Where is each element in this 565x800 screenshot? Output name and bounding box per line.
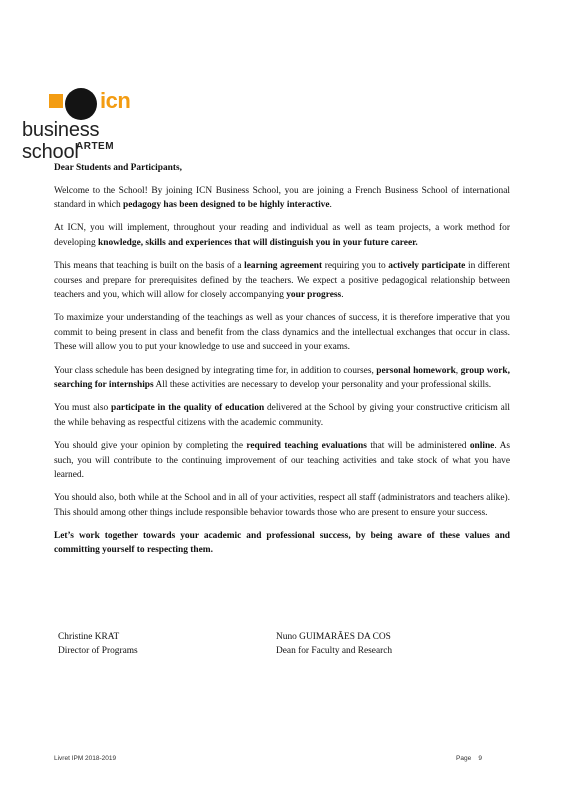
footer-doc-title: Livret IPM 2018-2019: [54, 755, 117, 762]
text: . As such, you will contribute to the continuing improvement of our teaching activities and take stock of what you have learned.: [54, 440, 510, 481]
text: This means that teaching is built on the basis of a: [54, 260, 245, 271]
signatory-title: Dean for Faculty and Research: [276, 646, 393, 656]
text: At ICN, you will implement, throughout your reading and individual as well as team projects, a work method for developing: [54, 223, 510, 248]
paragraph-evaluations: [54, 439, 510, 483]
text: All these activities are necessary to develop your personality and your professional skills.: [153, 380, 492, 391]
bold-text: online: [469, 440, 495, 451]
signatory-name: Christine KRAT: [58, 632, 120, 642]
icn-logo: [22, 88, 152, 163]
greeting: Dear Students and Participants,: [54, 163, 182, 173]
paragraph-method: [54, 221, 510, 250]
paragraph-welcome: [54, 184, 510, 213]
bold-text: actively participate: [388, 260, 466, 271]
text: You should give your opinion by completing the: [54, 440, 247, 451]
text: Welcome to the School! By joining ICN Business School, you are joining a French Business School of international standard in which: [54, 185, 510, 211]
signature-right: [276, 630, 392, 658]
bold-text: participate in the quality of education: [111, 403, 265, 414]
logo-black-circle: [65, 88, 97, 120]
bold-text: required teaching evaluations: [246, 440, 367, 451]
paragraph-learning-agreement: [54, 259, 510, 303]
paragraph-quality: [54, 401, 510, 430]
text: that will be administered: [366, 440, 470, 451]
logo-orange-square: [49, 94, 63, 108]
signature-left: [58, 630, 138, 658]
text: Your class schedule has been designed by integrating time for, in addition to courses,: [54, 365, 377, 376]
logo-icn-text: icn: [100, 88, 131, 113]
bold-text: learning agreement: [244, 260, 323, 271]
closing-statement: Let’s work together towards your academic and professional success, by being aware of these values and committing yourself to respecting them.: [54, 530, 510, 556]
footer-page: [456, 755, 482, 762]
paragraph-respect: You should also, both while at the School and in all of your activities, respect all staff (administrators and teachers alike). This should among other things include responsible behavior towards those who are present to ensure your success.: [54, 493, 510, 518]
text: delivered at the School by giving your constructive criticism all the while behaving as respectful citizens with the academic community.: [54, 403, 510, 428]
page-label: Page: [456, 755, 472, 762]
letter-body: [54, 161, 510, 567]
bold-text: pedagogy has been designed to be highly interactive: [123, 200, 330, 211]
text: ,: [455, 365, 461, 376]
signatory-title: Director of Programs: [58, 646, 138, 656]
text: in different courses and prepare for prerequisites defined by the teachers. We expect a positive pedagogical relationship between teachers and you, which will allow for closely accompanying: [54, 260, 510, 301]
logo-artem-text: ARTEM: [76, 141, 115, 152]
text: requiring you to: [322, 260, 389, 271]
bold-text: personal homework: [376, 365, 456, 376]
bold-text: group work, searching for internships: [54, 365, 510, 391]
paragraph-schedule: [54, 364, 510, 393]
text: .: [341, 290, 344, 301]
logo-business-school-text: business school: [22, 119, 100, 163]
text: .: [329, 200, 332, 211]
text: You must also: [54, 403, 111, 414]
paragraph-attendance: To maximize your understanding of the teachings as well as your chances of success, it is therefore imperative that you commit to being present in class and benefit from the class dynamics and the intellectual exchanges that occur in class. These will allow you to put your knowledge to use and succeed in your exams.: [54, 313, 510, 353]
bold-text: your progress: [286, 290, 342, 301]
signatory-name: Nuno GUIMARÃES DA COS: [276, 632, 391, 642]
page-number: 9: [478, 755, 483, 762]
bold-text: knowledge, skills and experiences that will distinguish you in your future career.: [98, 237, 418, 248]
